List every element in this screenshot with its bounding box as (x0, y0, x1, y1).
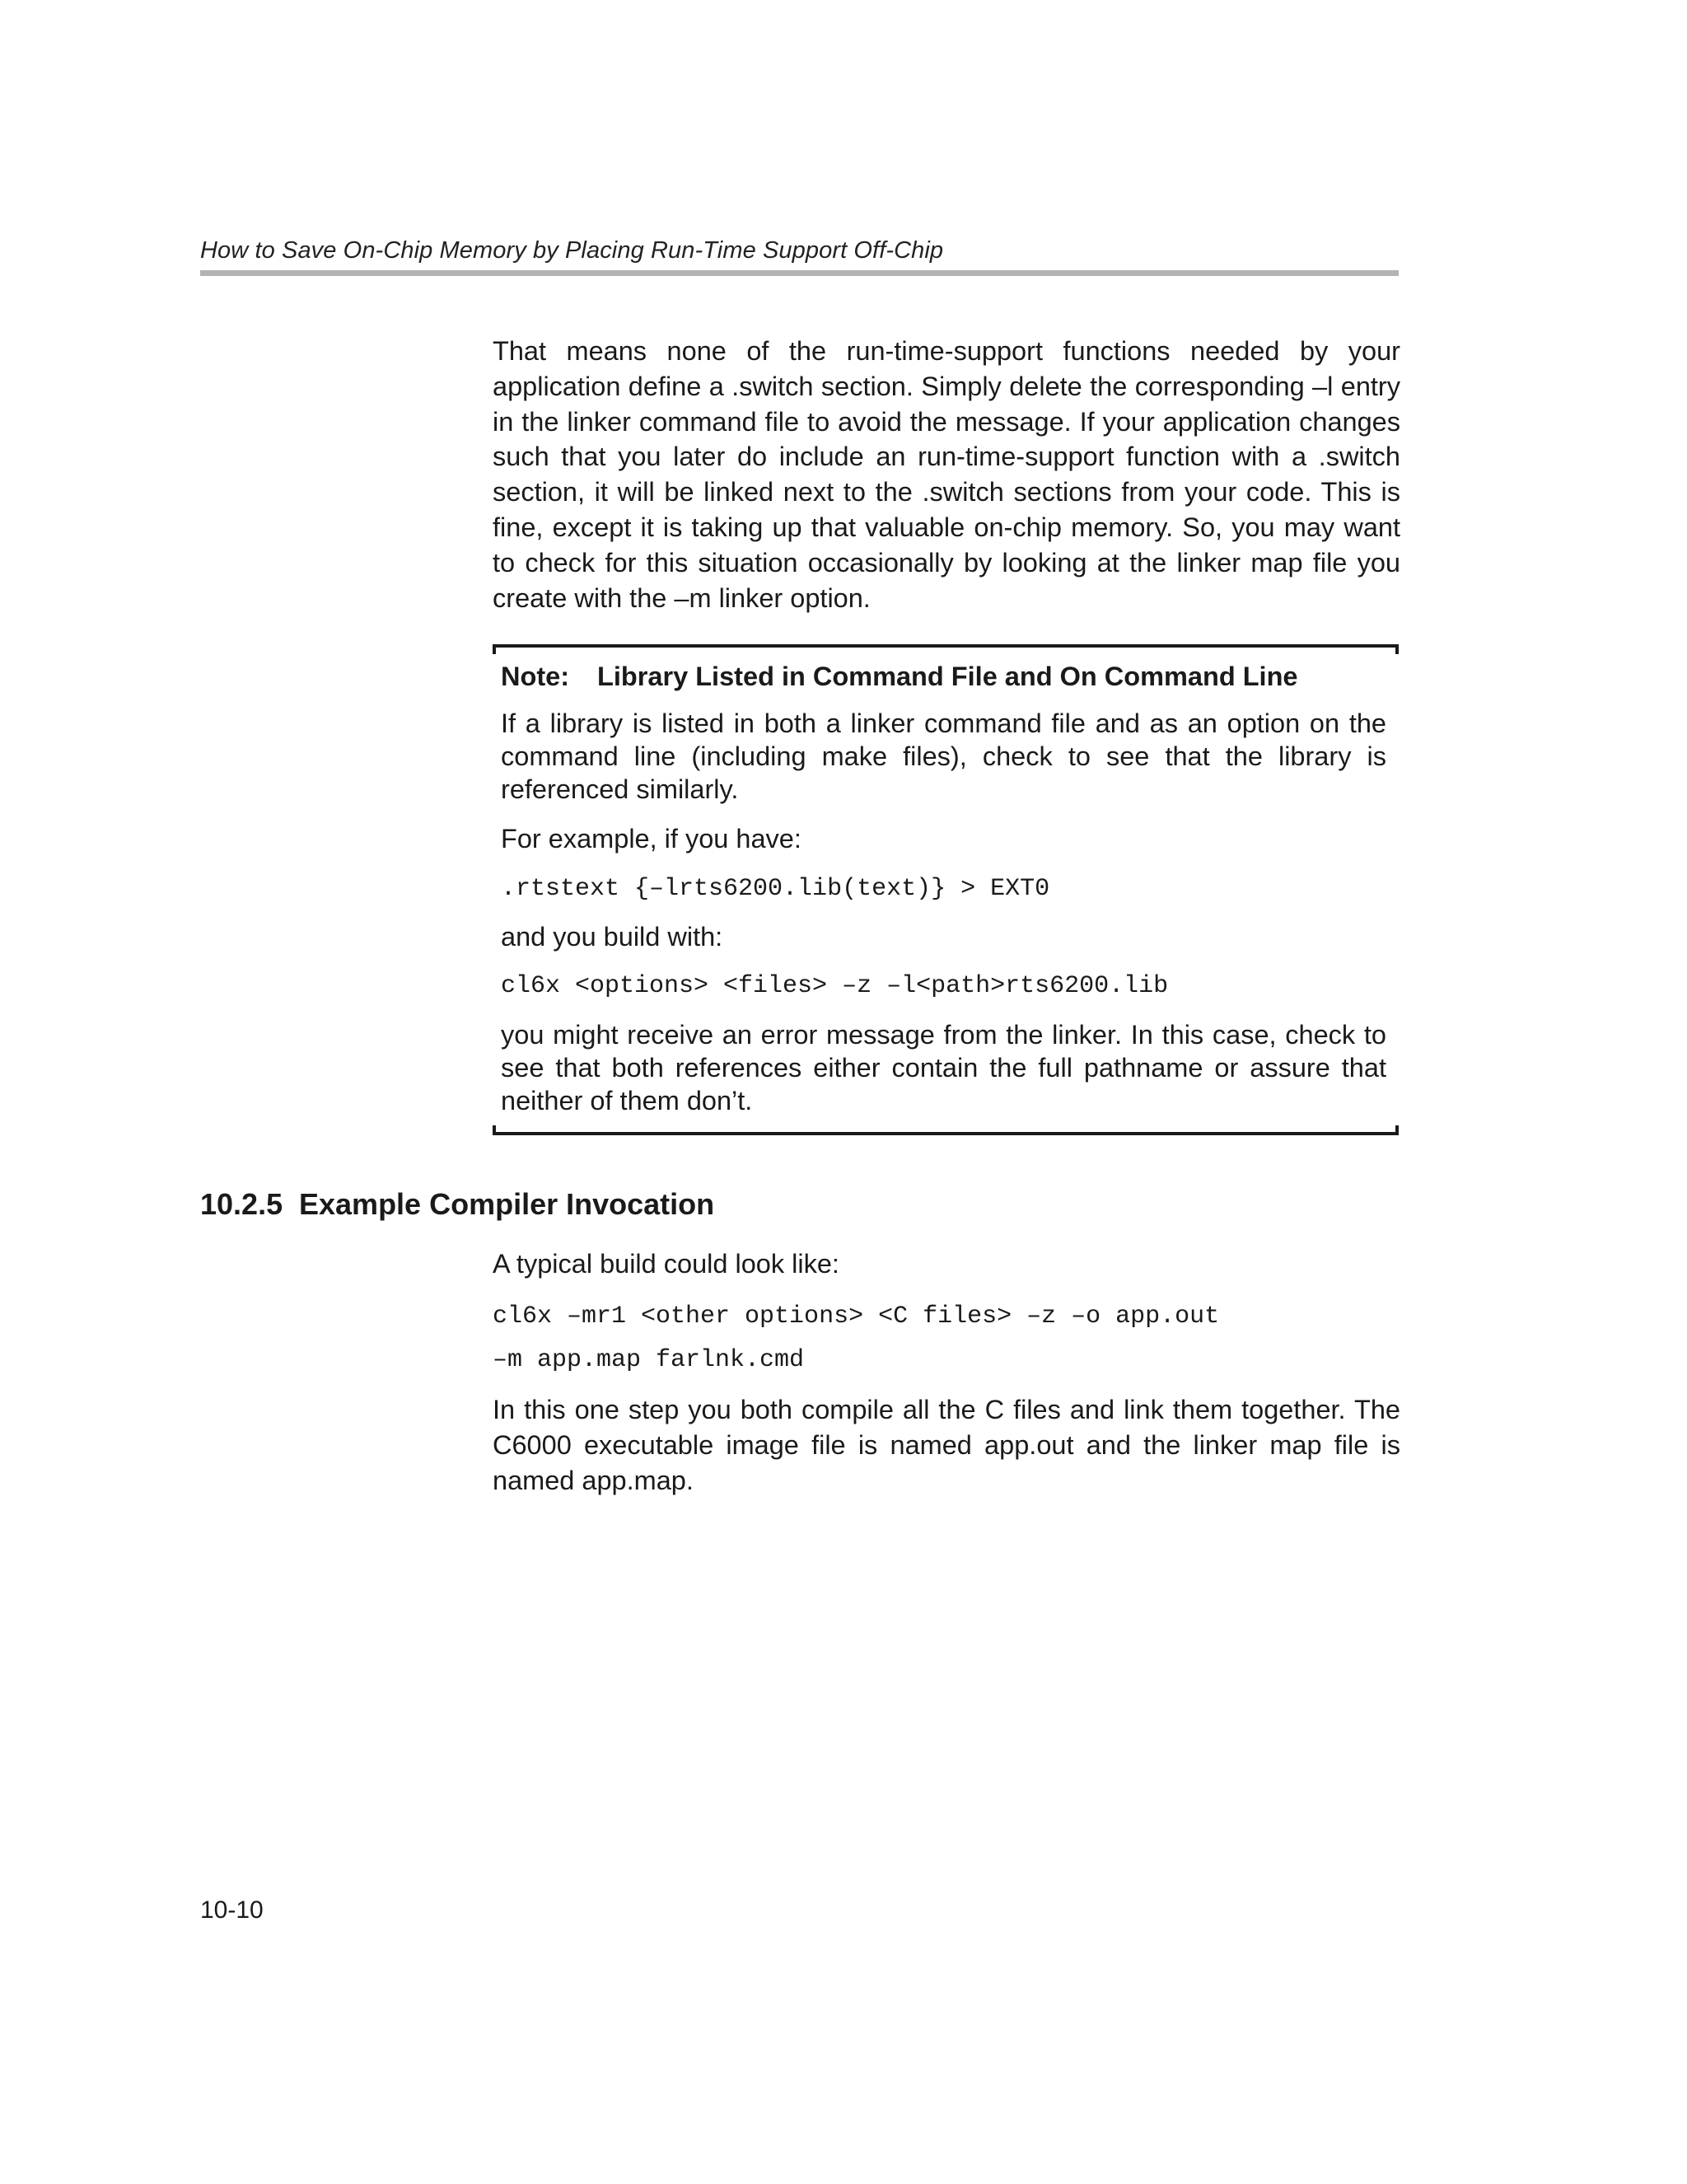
note-code-1: .rtstext {–lrts6200.lib(text)} > EXT0 (501, 875, 1050, 903)
section-heading (200, 1186, 714, 1223)
note-code-2: cl6x <options> <files> –z –l<path>rts6200.lib (501, 972, 1169, 1000)
note-paragraph-3: and you build with: (501, 922, 723, 952)
header-rule (200, 270, 1399, 276)
note-tick-bottom-left (493, 1125, 496, 1135)
note-paragraph-4: you might receive an error message from the linker. In this case, check to see that both references either contain the full pathname or assure that neither of them don’t. (501, 1020, 1386, 1115)
note-tick-top-right (1395, 644, 1399, 654)
note-paragraph-1: If a library is listed in both a linker command file and as an option on the command line (including make files), check to see that the library is referenced similarly. (501, 709, 1386, 804)
section-code-line-1: cl6x –mr1 <other options> <C files> –z –o app.out (493, 1302, 1220, 1331)
note-title: Library Listed in Command File and On Command Line (597, 662, 1298, 691)
note-heading (501, 659, 1386, 694)
running-header: How to Save On-Chip Memory by Placing Run-Time Support Off-Chip (200, 237, 944, 264)
note-rule-top (493, 644, 1399, 648)
section-code-line-2: –m app.map farlnk.cmd (493, 1346, 805, 1374)
section-title: Example Compiler Invocation (299, 1187, 715, 1221)
note-tick-top-left (493, 644, 496, 654)
note-tick-bottom-right (1395, 1125, 1399, 1135)
section-paragraph-1: A typical build could look like: (493, 1249, 839, 1279)
note-rule-bottom (493, 1132, 1399, 1135)
note-box (493, 644, 1399, 1135)
page-number: 10-10 (200, 1896, 264, 1924)
section-number: 10.2.5 (200, 1187, 283, 1221)
intro-paragraph: That means none of the run-time-support functions needed by your application define a .switch section. Simply delete the corresponding –l entry in the linker command file to avoid the message. If your application changes such that you later do include an run-time-support function with a .switch section, it will be linked next to the .switch sections from your code. This is fine, except it is taking up that valuable on-chip memory. So, you may want to check for this situation occasionally by looking at the linker map file you create with the –m linker option. (493, 336, 1400, 613)
section-paragraph-2: In this one step you both compile all the C files and link them together. The C6000 executable image file is named app.out and the linker map file is named app.map. (493, 1395, 1400, 1495)
note-paragraph-2: For example, if you have: (501, 824, 801, 853)
note-label: Note: (501, 662, 570, 691)
